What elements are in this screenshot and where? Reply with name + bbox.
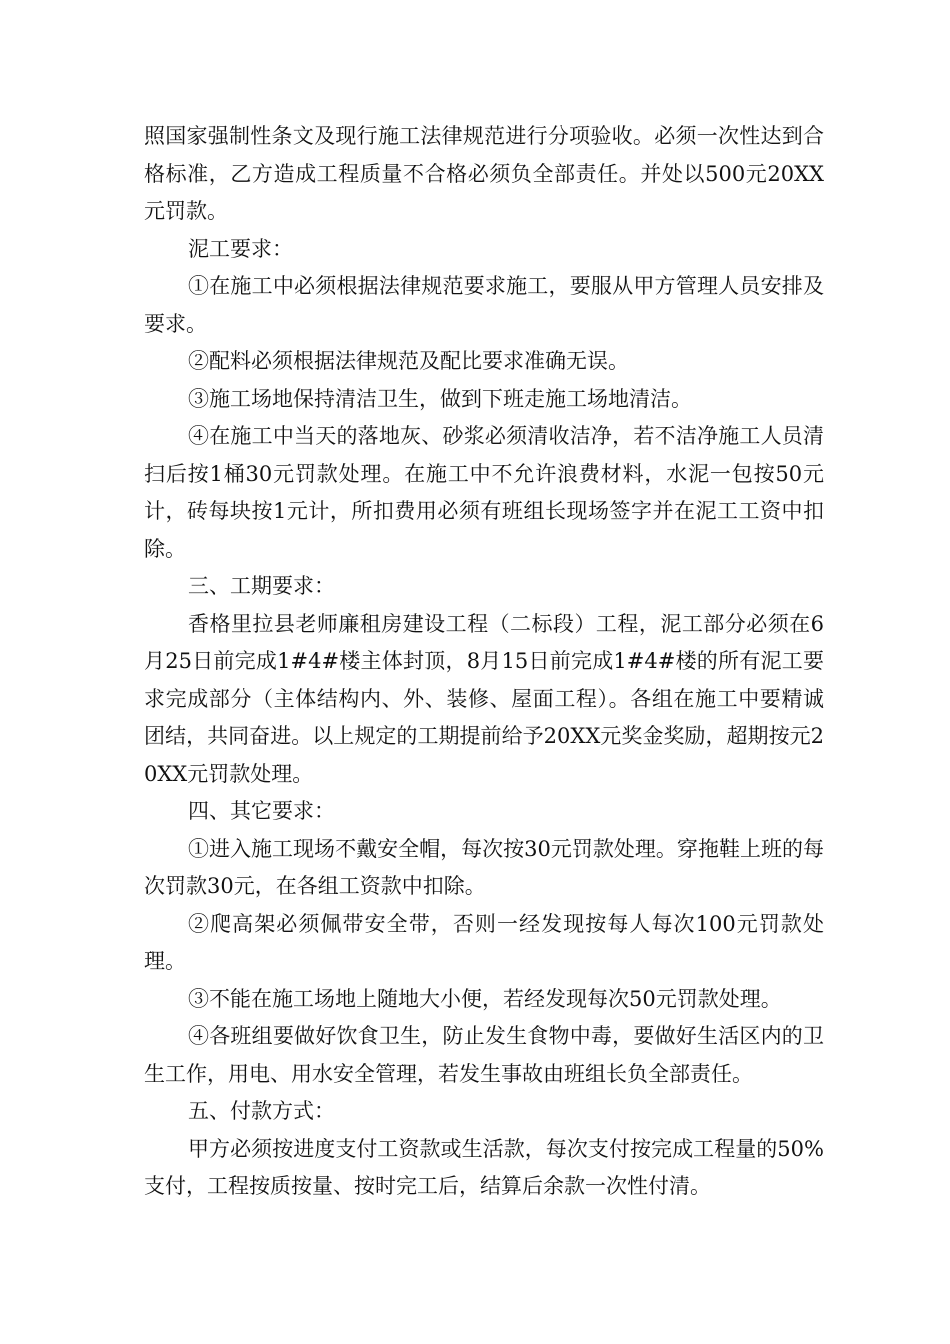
paragraph-other-item-2: ②爬高架必须佩带安全带，否则一经发现按每人每次100元罚款处理。: [144, 911, 824, 973]
paragraph-mason-item-4: ④在施工中当天的落地灰、砂浆必须清收洁净，若不洁净施工人员清扫后按1桶30元罚款处理。在施工中不允许浪费材料，水泥一包按50元计，砖每块按1元计，所扣费用必须有班组长现场签字并在泥工工资中扣除。: [144, 424, 824, 561]
paragraph-mason-item-1: ①在施工中必须根据法律规范要求施工，要服从甲方管理人员安排及要求。: [144, 274, 824, 336]
paragraph-mason-item-2: ②配料必须根据法律规范及配比要求准确无误。: [188, 349, 629, 373]
paragraph-other-item-3: ③不能在施工场地上随地大小便，若经发现每次50元罚款处理。: [188, 986, 782, 1011]
paragraph-other-item-1: ①进入施工现场不戴安全帽，每次按30元罚款处理。穿拖鞋上班的每次罚款30元，在各组工资款中扣除。: [144, 836, 824, 898]
paragraph-other-item-4: ④各班组要做好饮食卫生，防止发生食物中毒，要做好生活区内的卫生工作，用电、用水安全管理，若发生事故由班组长负全部责任。: [144, 1024, 824, 1086]
paragraph-payment: 甲方必须按进度支付工资款或生活款，每次支付按完成工程量的50%支付，工程按质按量、按时完工后，结算后余款一次性付清。: [144, 1136, 824, 1198]
heading-payment-method: 五、付款方式：: [188, 1099, 335, 1123]
paragraph-schedule: 香格里拉县老师廉租房建设工程（二标段）工程，泥工部分必须在6月25日前完成1#4#楼主体封顶，8月15日前完成1#4#楼的所有泥工要求完成部分（主体结构内、外、装修、屋面工程）。各组在施工中要精诚团结，共同奋进。以上规定的工期提前给予20XX元奖金奖励，超期按元20XX元罚款处理。: [144, 611, 824, 786]
heading-mason-requirements: 泥工要求：: [188, 236, 293, 261]
paragraph-mason-item-3: ③施工场地保持清洁卫生，做到下班走施工场地清洁。: [188, 386, 692, 411]
heading-other-requirements: 四、其它要求：: [188, 799, 335, 823]
heading-schedule-requirements: 三、工期要求：: [188, 574, 335, 598]
paragraph-acceptance: 照国家强制性条文及现行施工法律规范进行分项验收。必须一次性达到合格标准，乙方造成工程质量不合格必须负全部责任。并处以500元20XX元罚款。: [144, 124, 824, 223]
document-body: [144, 118, 824, 1206]
